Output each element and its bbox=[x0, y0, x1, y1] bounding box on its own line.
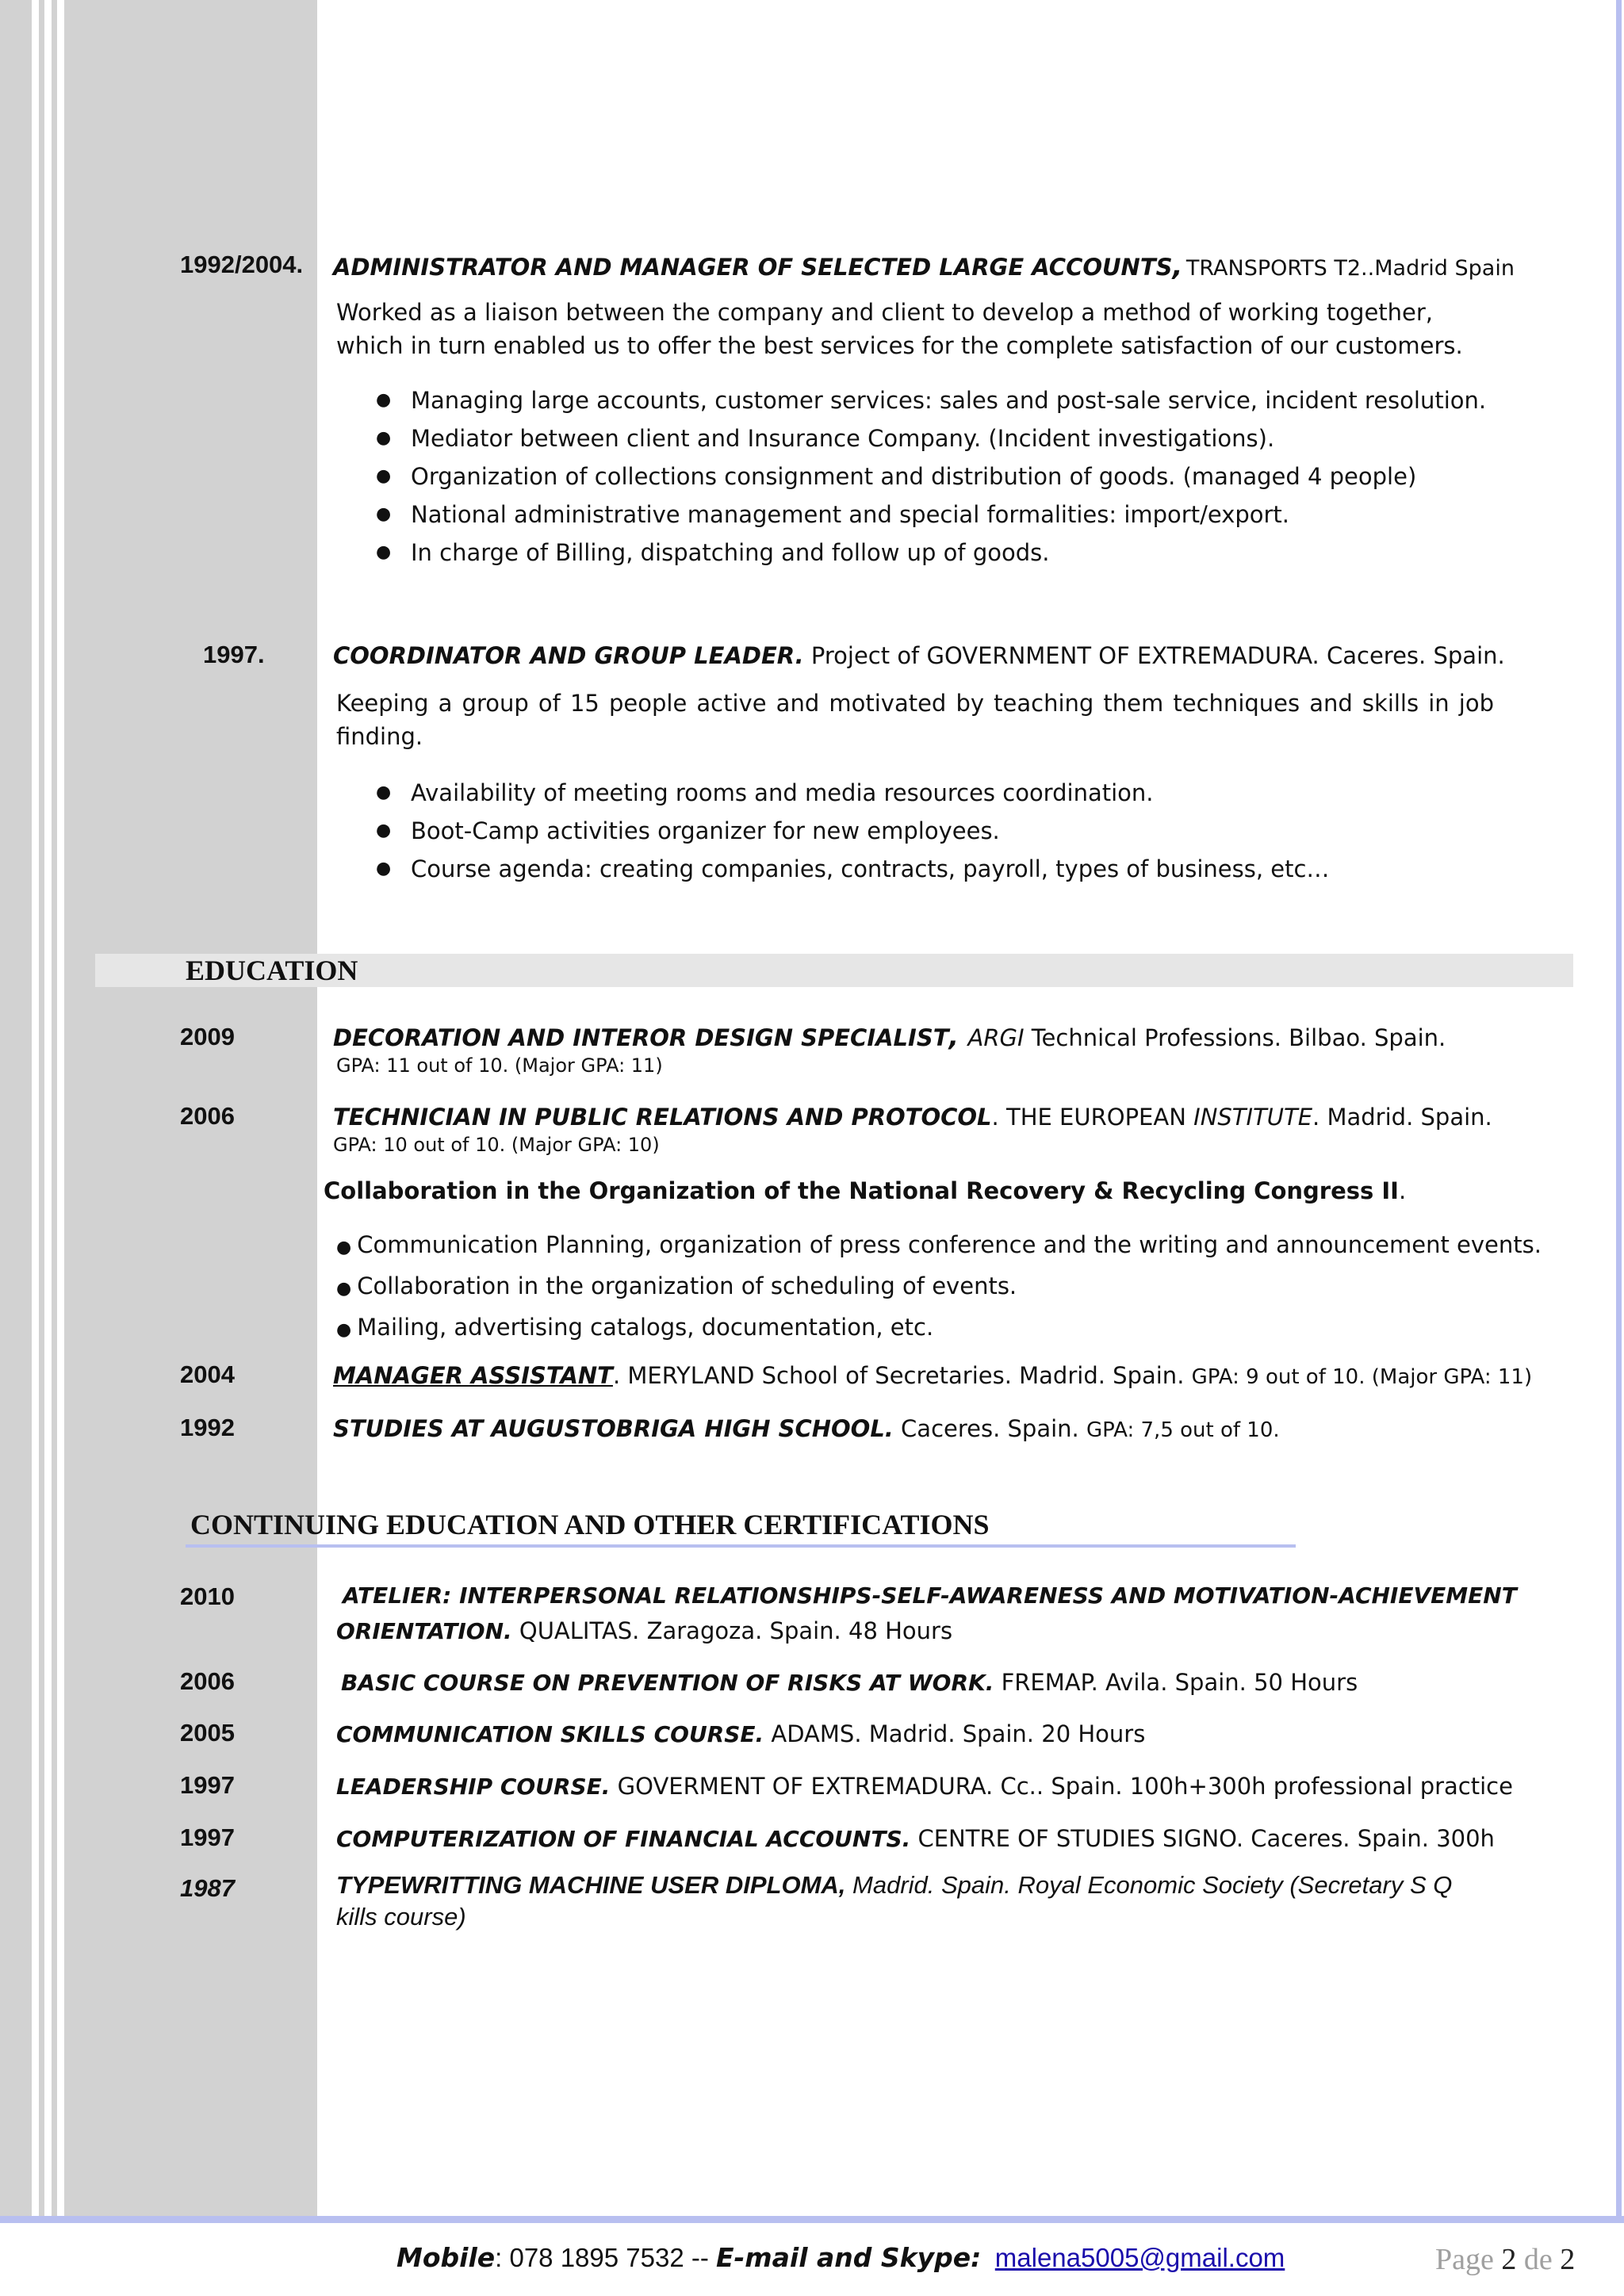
job-description: Worked as a liaison between the company and client to develop a method of working together, which in turn enabled us to offer the best services for the complete satisfaction of our customers. bbox=[336, 299, 1463, 359]
email-link[interactable]: malena5005@gmail.com bbox=[994, 2243, 1285, 2272]
job-title: COORDINATOR AND GROUP LEADER. bbox=[333, 642, 804, 669]
list-item: ● Organization of collections consignment and distribution of goods. (managed 4 people) bbox=[376, 457, 1486, 496]
cert-title: COMPUTERIZATION OF FINANCIAL ACCOUNTS. bbox=[336, 1826, 911, 1852]
cert-line: TYPEWRITTING MACHINE USER DIPLOMA, Madrid. Spain. Royal Economic Society (Secretary S Q bbox=[336, 1871, 1453, 1899]
cert-title: COMMUNICATION SKILLS COURSE. bbox=[336, 1721, 764, 1747]
job-org: Project of GOVERNMENT OF EXTREMADURA. Caceres bbox=[803, 642, 1419, 669]
job-heading bbox=[333, 639, 1505, 672]
list-item: ● Availability of meeting rooms and media resources coordination. bbox=[376, 774, 1329, 812]
edu-year: 2004 bbox=[180, 1360, 235, 1388]
cert-line: LEADERSHIP COURSE. GOVERMENT OF EXTREMADURA. Cc.. Spain. 100h+300h professional practice bbox=[336, 1773, 1513, 1800]
list-item: ● Communication Planning, organization of press conference and the writing and announcement events. bbox=[336, 1226, 1542, 1267]
edu-title: DECORATION AND INTEROR DESIGN SPECIALIST bbox=[333, 1024, 949, 1051]
list-item: ● Boot-Camp activities organizer for new employees. bbox=[376, 812, 1329, 850]
job-heading: ADMINISTRATOR AND MANAGER OF SELECTED LARGE ACCOUNTS, TRANSPORTS T2..Madrid Spain bbox=[333, 251, 1515, 282]
collaboration-heading: Collaboration in the Organization of the National Recovery & Recycling Congress II. bbox=[324, 1177, 1407, 1204]
edu-title: TECHNICIAN IN PUBLIC RELATIONS AND PROTOCOL bbox=[333, 1104, 992, 1131]
edu-heading: DECORATION AND INTEROR DESIGN SPECIALIST, ARGI Technical Professions. Bilbao. Spain. bbox=[333, 1021, 1446, 1052]
edu-year: 2006 bbox=[180, 1102, 235, 1130]
list-item: ● Managing large accounts, customer services: sales and post-sale service, incident resolution. bbox=[376, 381, 1486, 419]
email-label: E-mail and Skype: bbox=[716, 2242, 982, 2273]
list-item: ● Mediator between client and Insurance Company. (Incident investigations). bbox=[376, 419, 1486, 457]
cert-title: BASIC COURSE ON PREVENTION OF RISKS AT WORK. bbox=[341, 1670, 994, 1696]
cert-line: COMPUTERIZATION OF FINANCIAL ACCOUNTS. CENTRE OF STUDIES SIGNO. Caceres. Spain. 300h bbox=[336, 1825, 1495, 1852]
cert-year: 1997 bbox=[180, 1771, 235, 1799]
edu-title: MANAGER ASSISTANT bbox=[333, 1362, 613, 1389]
job-bullets bbox=[376, 774, 1329, 888]
job-title: ADMINISTRATOR AND MANAGER OF SELECTED LARGE ACCOUNTS bbox=[333, 254, 1173, 281]
list-item: ● National administrative management and special formalities: import/export. bbox=[376, 496, 1486, 534]
mobile-number: : 078 1895 7532 -- bbox=[495, 2243, 717, 2272]
job-bullets bbox=[376, 381, 1486, 572]
cert-year: 2006 bbox=[180, 1667, 235, 1695]
job-description: Keeping a group of 15 people active and motivated by teaching them techniques and skills in job finding. bbox=[336, 690, 1494, 750]
section-heading-education: EDUCATION bbox=[186, 955, 358, 986]
cert-title: ATELIER: INTERPERSONAL RELATIONSHIPS-SELF-AWARENESS AND MOTIVATION-ACHIEVEMENT bbox=[343, 1582, 1517, 1609]
list-item: ● Collaboration in the organization of scheduling of events. bbox=[336, 1267, 1542, 1308]
cert-line: BASIC COURSE ON PREVENTION OF RISKS AT WORK. FREMAP. Avila. Spain. 50 Hours bbox=[341, 1669, 1358, 1696]
edu-year: 1992 bbox=[180, 1414, 235, 1441]
edu-year: 2009 bbox=[180, 1023, 235, 1050]
cert-title: LEADERSHIP COURSE. bbox=[336, 1774, 611, 1800]
cert-line: ORIENTATION. QUALITAS. Zaragoza. Spain. 48 Hours bbox=[336, 1617, 953, 1644]
footer-contact bbox=[396, 2242, 1285, 2274]
edu-heading: TECHNICIAN IN PUBLIC RELATIONS AND PROTOCOL. THE EUROPEAN INSTITUTE. Madrid. Spain. bbox=[333, 1104, 1492, 1131]
edu-heading: STUDIES AT AUGUSTOBRIGA HIGH SCHOOL. Caceres. Spain. GPA: 7,5 out of 10. bbox=[333, 1415, 1280, 1442]
cert-line-continued: kills course) bbox=[336, 1903, 466, 1931]
cert-line: COMMUNICATION SKILLS COURSE. ADAMS. Madrid. Spain. 20 Hours bbox=[336, 1720, 1146, 1747]
list-item: ● Course agenda: creating companies, contracts, payroll, types of business, etc… bbox=[376, 850, 1329, 888]
cert-year: 2010 bbox=[180, 1582, 235, 1610]
list-item: ● Mailing, advertising catalogs, documentation, etc. bbox=[336, 1308, 1542, 1349]
cert-year: 1997 bbox=[180, 1823, 235, 1851]
edu-gpa: GPA: 10 out of 10. (Major GPA: 10) bbox=[333, 1134, 660, 1156]
cert-title: TYPEWRITTING MACHINE USER DIPLOMA, bbox=[336, 1871, 846, 1899]
job-year: 1992/2004. bbox=[180, 251, 304, 278]
edu-gpa: GPA: 11 out of 10. (Major GPA: 11) bbox=[336, 1054, 663, 1077]
page-number: Page 2 de 2 bbox=[1435, 2243, 1576, 2276]
edu-heading: MANAGER ASSISTANT. MERYLAND School of Secretaries. Madrid. Spain. GPA: 9 out of 10. (Major GPA: 11) bbox=[333, 1362, 1533, 1389]
mobile-label: Mobile bbox=[396, 2242, 496, 2273]
cert-year: 1987 bbox=[180, 1874, 235, 1902]
section-rule bbox=[186, 1544, 1296, 1548]
list-item: ● In charge of Billing, dispatching and follow up of goods. bbox=[376, 534, 1486, 572]
job-location: .Madrid Spain bbox=[1367, 256, 1515, 281]
section-heading-continuing: CONTINUING EDUCATION AND OTHER CERTIFICATIONS bbox=[190, 1509, 990, 1540]
cert-year: 2005 bbox=[180, 1719, 235, 1747]
edu-title: STUDIES AT AUGUSTOBRIGA HIGH SCHOOL. bbox=[333, 1415, 894, 1442]
job-location: . Spain. bbox=[1419, 642, 1505, 669]
job-year: 1997. bbox=[203, 641, 265, 668]
collaboration-bullets bbox=[336, 1226, 1542, 1349]
job-org: TRANSPORTS T2. bbox=[1185, 256, 1368, 281]
